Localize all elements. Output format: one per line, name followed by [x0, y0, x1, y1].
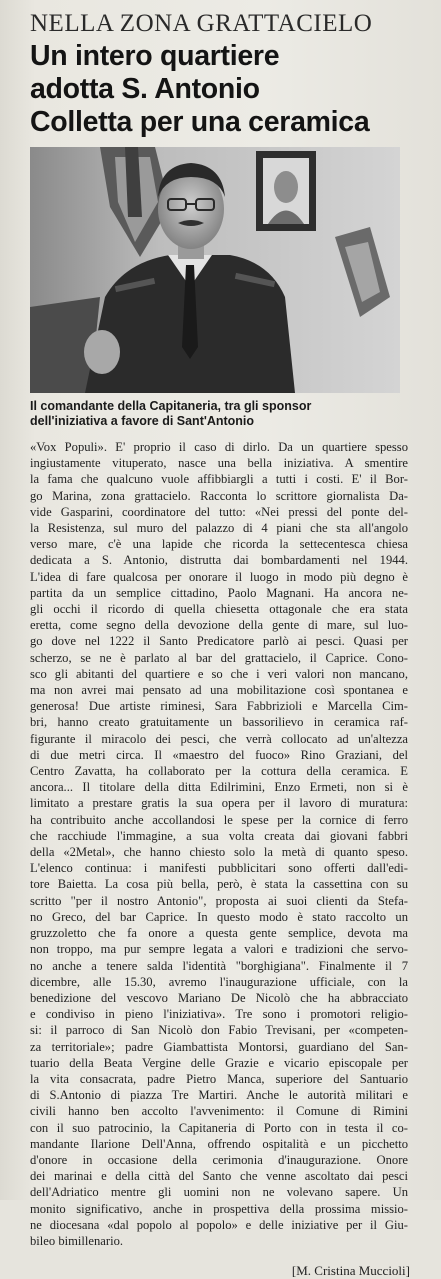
body-line: «Vox Populi». E' proprio il caso di dirlo. Da un quartiere spesso [30, 440, 408, 454]
body-line: mandante Ilarione Dell'Anna, offrendo ospitalità e un picchetto [30, 1136, 408, 1151]
body-line: gli occhi il ricordo di quella chiesetta ottagonale che era stata [30, 602, 408, 617]
headline-line-2: adotta S. Antonio [30, 73, 260, 105]
body-line: con il suo patrocinio, la Capitaneria di Porto con in testa il co- [30, 1120, 408, 1135]
body-line: di due metri circa. Il «maestro del fuoco» Rino Graziani, del [30, 747, 408, 762]
article-kicker: NELLA ZONA GRATTACIELO [30, 10, 373, 37]
body-line: sco gli abitanti del quartiere e so che i veri valori non mancano, [30, 666, 408, 681]
caption-line-1: Il comandante della Capitaneria, tra gli sponsor [30, 399, 312, 413]
body-line: ha contribuito anche accollandosi le spese per la cornice di ferro [30, 812, 408, 827]
body-line: benedizione del vescovo Mariano De Nicolò che ha abbracciato [30, 990, 408, 1005]
body-line: dell'Adriatico mentre gli uomini non ne volevano sapere. Un [30, 1185, 408, 1200]
headline-line-3: Colletta per una ceramica [30, 106, 370, 138]
body-line: la vita consacrata, padre Pietro Manca, superiore del Santuario [30, 1071, 408, 1086]
body-line: L'idea di fare qualcosa per onorare il luogo in modo più degno è [30, 569, 408, 584]
body-line: vide Gasparini, coordinatore del tutto: «Nei pressi del ponte del- [30, 504, 408, 519]
body-line: bileo bimillenario. [30, 1233, 124, 1248]
body-line: che racchiude l'immagine, a sua volta creata dai giovani fabbri [30, 828, 408, 843]
body-line: civili hanno ben accolto l'avvenimento: il Comune di Rimini [30, 1104, 408, 1119]
photo-caption [30, 399, 419, 429]
article-byline: [M. Cristina Muccioli] [291, 1263, 410, 1279]
headline-line-1: Un intero quartiere [30, 40, 280, 72]
body-line: dedicata a S. Antonio, distrutta dai bombardamenti nel 1944. [30, 553, 408, 568]
body-line: la Resistenza, sul muro del palazzo di 4 piani che sta all'angolo [30, 521, 408, 536]
body-line: limitato a prestare gratis la sua opera per il lavoro di muratura: [30, 796, 408, 811]
body-line: la fama che qualcuno vuole affibbiargli a tutti i costi. E' il Bor- [30, 472, 408, 487]
body-line: di S.Antonio di piazza Tre Martiri. Anche le autorità militari e [30, 1088, 408, 1103]
body-line: figurante il miracolo dei pesci, che verrà collocato ad un'altezza [30, 731, 408, 746]
body-line: tore Baietta. La cosa più bella, però, è stata la cassettina con su [30, 877, 408, 892]
body-line: ingiustamente vituperato, nasce una bella iniziativa. A smentire [30, 456, 408, 471]
body-line: generosa! Due artiste riminesi, Sara Fabbrizioli e Marcella Cim- [30, 699, 408, 714]
body-line: dei marinai e della città del Santo che venne ascoltato dai pesci [30, 1169, 408, 1184]
caption-line-2: dell'iniziativa a favore di Sant'Antonio [30, 414, 255, 428]
body-line: bri, hanno creato gratuitamente un bassorilievo in ceramica raf- [30, 715, 408, 730]
body-line: eretta, come segno della devozione della gente di mare, sul luo- [30, 618, 408, 633]
body-line: ancora... Il titolare della ditta Edilrimini, Enzo Ermeti, non si è [30, 780, 408, 795]
body-line: d'onore in occasione della cerimonia d'inaugurazione. Onore [30, 1152, 408, 1167]
portrait-image [30, 147, 400, 393]
body-line: go Marina, zona grattacielo. Racconta lo scrittore giornalista Da- [30, 488, 408, 503]
body-line: no anche a tenere salda l'identità "borghigiana". Finalmente il 7 [30, 958, 408, 973]
body-line: ma non avrei mai pensato ad una mobilitazione così spontanea e [30, 683, 408, 698]
body-line: no Greco, del bar Caprice. In questo modo è stato raccolto un [30, 909, 408, 924]
body-line: L'elenco continua: i manifesti pubblicitari sono offerti dall'edi- [30, 861, 408, 876]
body-line: tuario della Beata Vergine delle Grazie e vicario episcopale per [30, 1055, 408, 1070]
body-line: non troppo, ma pur sempre legata a valori e tradizioni che servo- [30, 942, 408, 957]
body-line: scritto "per il nostro Antonio", proposta ai suoi clienti da Stefa- [30, 893, 408, 908]
body-line: scherzo, se ne è parlato al bar del grattacielo, il Caprice. Cono- [30, 650, 408, 665]
article-photo [30, 147, 400, 393]
body-line: Centro Zavatta, ha collaborato per la cottura della ceramica. E [30, 764, 408, 779]
body-line: ne diocesana «dal popolo al popolo» e delle iniziative per il Giu- [30, 1217, 408, 1232]
article-headline [30, 40, 419, 139]
body-line: monito significativo, anche in prospettiva della prossima missio- [30, 1201, 408, 1216]
body-line: dicembre, alle 15.30, avremo l'inaugurazione ufficiale, con la [30, 974, 408, 989]
body-line: go dove nel 1222 il Santo Predicatore parlò ai pesci. Quasi per [30, 634, 408, 649]
article-body [30, 439, 408, 1249]
body-line: partita da un semplice cittadino, Paolo Magnani. Ha ancora ne- [30, 585, 408, 600]
body-line: za territoriale»; padre Giambattista Montorsi, guardiano del San- [30, 1039, 408, 1054]
body-line: gruzzoletto che fa onore a questa gente semplice, devota ma [30, 926, 408, 941]
body-line: della «2Metal», che hanno chiesto solo la metà di quanto speso. [30, 845, 408, 860]
body-line: e condiviso in pieno l'iniziativa». Tre sono i promotori religio- [30, 1007, 408, 1022]
body-line: si: il parroco di San Nicolò don Fabio Trevisani, per «competen- [30, 1023, 408, 1038]
body-line: verso mare, c'è una lapide che ricorda la settecentesca chiesa [30, 537, 408, 552]
